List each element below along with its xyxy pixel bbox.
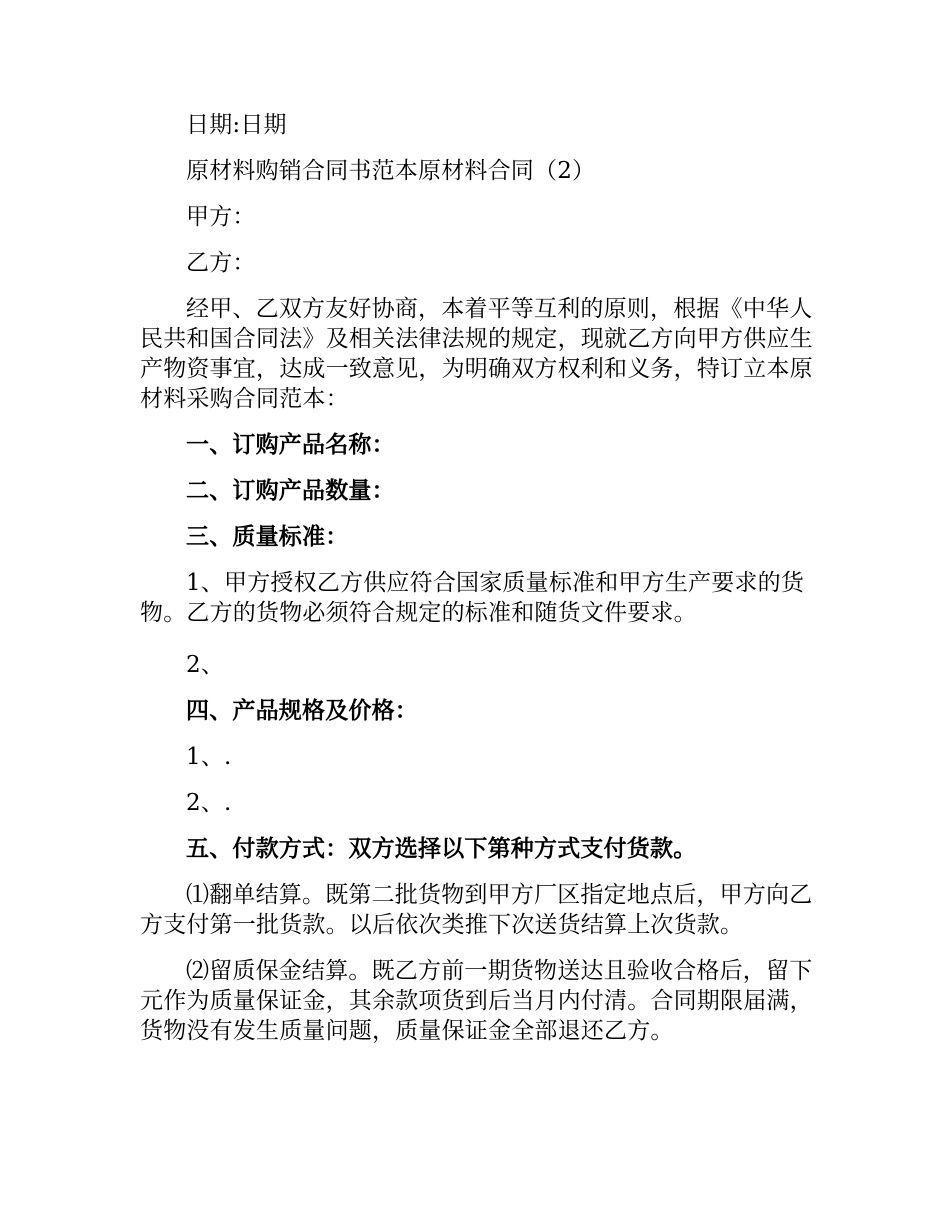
spec-item-1: 1、.	[186, 744, 232, 770]
section-heading-product-quantity: 二、订购产品数量：	[186, 477, 395, 504]
document-title: 原材料购销合同书范本原材料合同（2）	[186, 158, 596, 184]
party-b-line: 乙方：	[186, 250, 256, 276]
spec-item-2: 2、.	[186, 790, 232, 816]
document-body	[140, 110, 830, 1062]
payment-item-2: ⑵留质保金结算。既乙方前一期货物送达且验收合格后，留下元作为质量保证金，其余款项货到后当月内付清。合同期限届满，货物没有发生质量问题，质量保证金全部退还乙方。	[140, 958, 813, 1044]
section-heading-payment: 五、付款方式：双方选择以下第种方式支付货款。	[186, 835, 697, 862]
quality-item-2: 2、	[186, 652, 225, 678]
party-a-line: 甲方：	[186, 204, 256, 230]
section-heading-product-name: 一、订购产品名称：	[186, 431, 395, 458]
payment-item-1: ⑴翻单结算。既第二批货物到甲方厂区指定地点后，甲方向乙方支付第一批货款。以后依次类推下次送货结算上次货款。	[140, 882, 813, 938]
preamble-paragraph: 经甲、乙双方友好协商，本着平等互利的原则，根据《中华人民共和国合同法》及相关法律法规的规定，现就乙方向甲方供应生产物资事宜，达成一致意见，为明确双方权利和义务，特订立本原材料采购合同范本：	[140, 296, 813, 412]
quality-item-1: 1、甲方授权乙方供应符合国家质量标准和甲方生产要求的货物。乙方的货物必须符合规定的标准和随货文件要求。	[140, 570, 805, 626]
section-heading-quality-standard: 三、质量标准：	[186, 523, 349, 550]
date-line: 日期:日期	[186, 112, 287, 138]
section-heading-spec-price: 四、产品规格及价格：	[186, 697, 418, 724]
